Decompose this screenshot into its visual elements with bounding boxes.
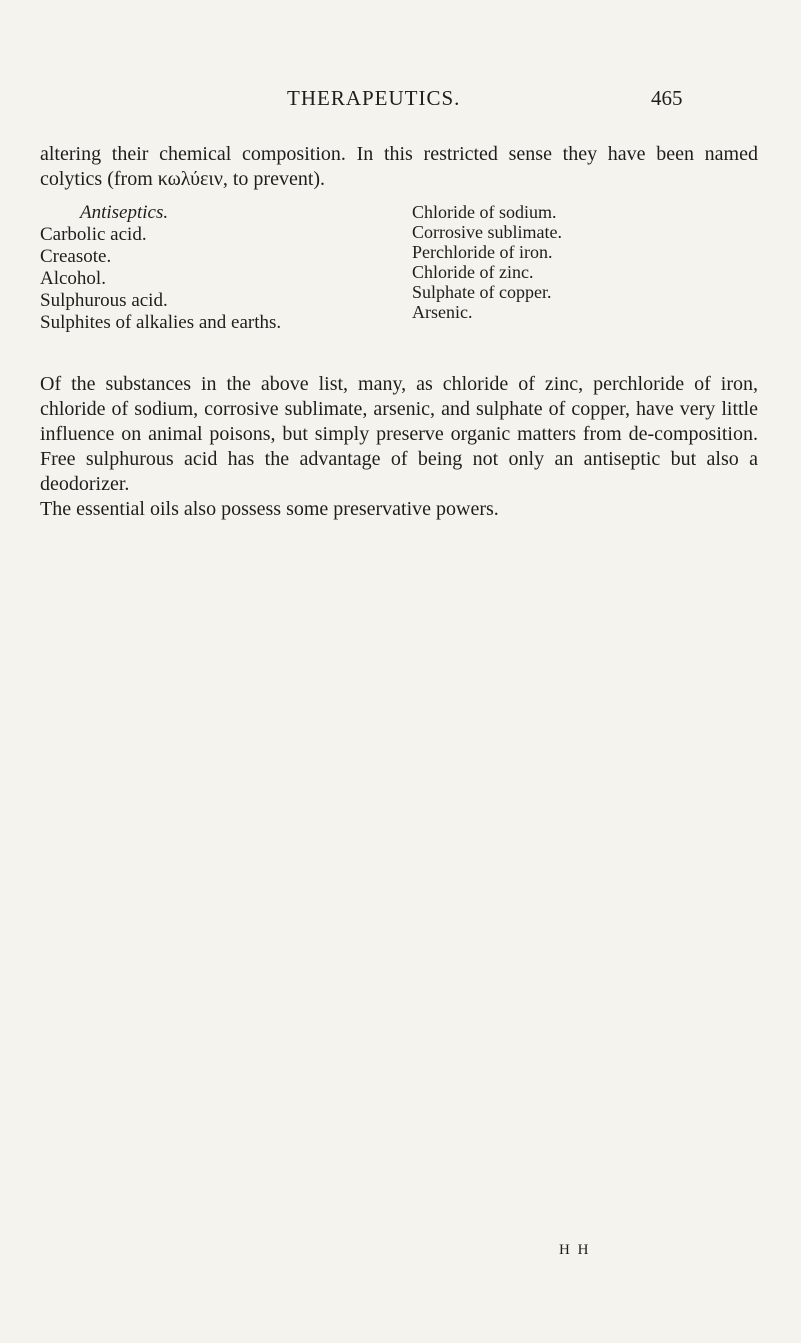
list-item: Chloride of sodium. [412, 202, 557, 222]
list-item: Alcohol. [40, 268, 106, 289]
list-item: Sulphate of copper. [412, 282, 552, 302]
list-item: Sulphurous acid. [40, 290, 168, 311]
antiseptics-left-column [40, 202, 365, 334]
list-item: Sulphites of alkalies and earths. [40, 312, 282, 333]
list-item: Carbolic acid. [40, 224, 147, 245]
antiseptics-right-column [412, 202, 752, 322]
discussion-block [40, 372, 758, 522]
essential-oils-line: The essential oils also possess some preservative powers. [40, 498, 499, 520]
signature-mark: H H [559, 1242, 591, 1258]
running-title: THERAPEUTICS. [287, 86, 461, 110]
page-number: 465 [651, 86, 683, 110]
list-item: Corrosive sublimate. [412, 222, 562, 242]
running-head [0, 86, 801, 116]
intro-paragraph: altering their chemical composition. In this restricted sense they have been named colytics (from κωλύειν, to prevent). [40, 143, 758, 190]
antiseptics-heading: Antiseptics. [80, 202, 169, 223]
list-item: Chloride of zinc. [412, 262, 534, 282]
list-item: Creasote. [40, 246, 112, 267]
discussion-paragraph: Of the substances in the above list, many, as chloride of zinc, perchloride of iron, chloride of sodium, corrosive sublimate, arsenic, and sulphate of copper, have very little influence on animal poisons, but simply preserve organic matters from de-composition. Free sulphurous acid has the advantage of being not only an antiseptic but also a deodorizer. [40, 373, 758, 495]
list-item: Perchloride of iron. [412, 242, 553, 262]
antiseptics-list [40, 202, 758, 362]
list-item: Arsenic. [412, 302, 473, 322]
